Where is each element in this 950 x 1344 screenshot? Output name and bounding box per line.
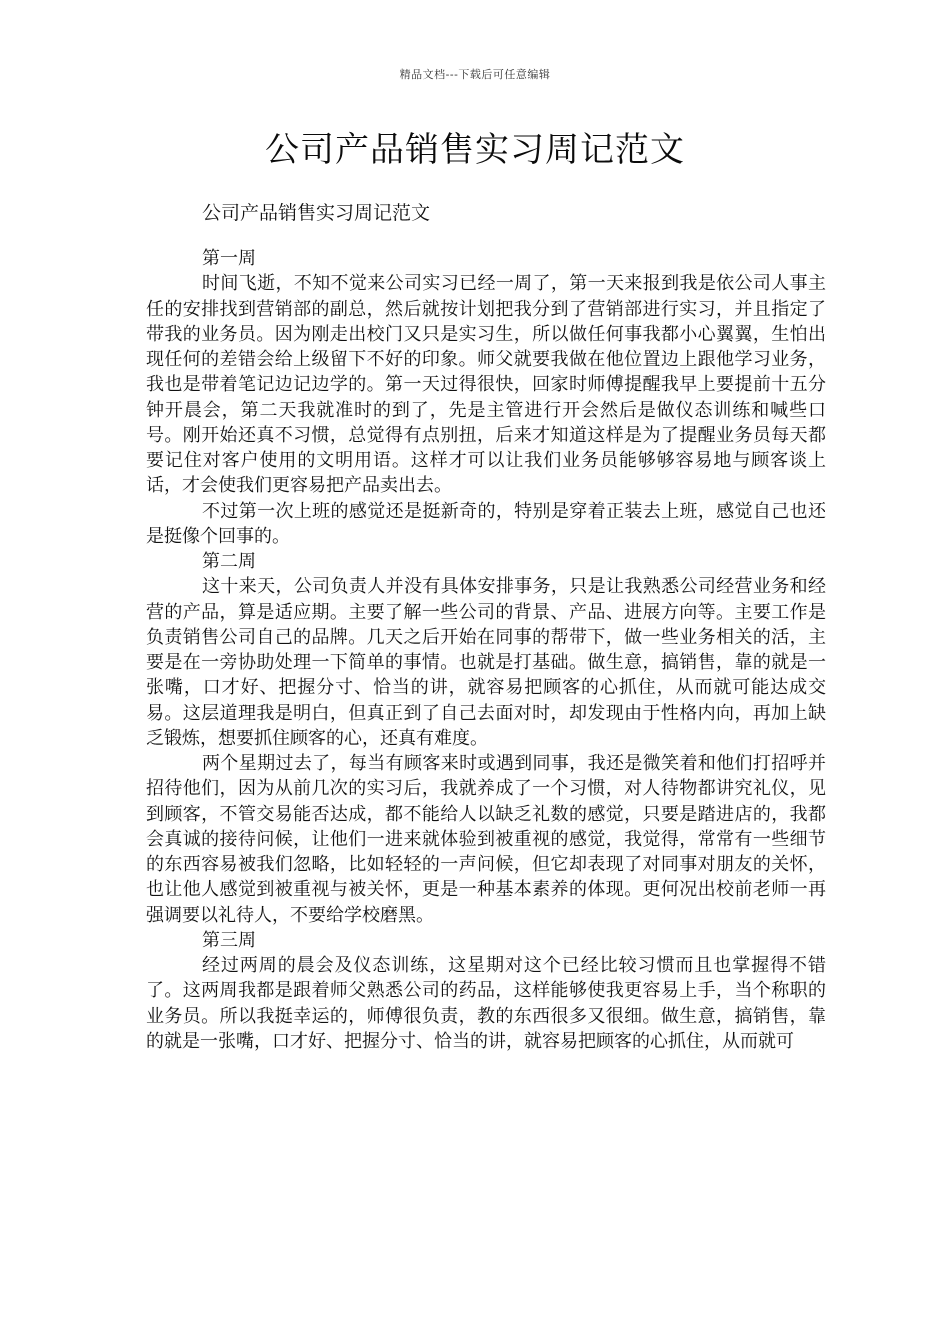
paragraph-week1-1: 时间飞逝，不知不觉来公司实习已经一周了，第一天来报到我是依公司人事主任的安排找到营销部的副总，然后就按计划把我分到了营销部进行实习，并且指定了带我的业务员。因为刚走出校门又只是实习生，所以做任何事我都小心翼翼，生怕出现任何的差错会给上级留下不好的印象。师父就要我做在他位置边上跟他学习业务，我也是带着笔记边记边学的。第一天过得很快，回家时师傅提醒我早上要提前十五分钟开晨会，第二天我就准时的到了，先是主管进行开会然后是做仪态训练和喊些口号。刚开始还真不习惯，总觉得有点别扭，后来才知道这样是为了提醒业务员每天都要记住对客户使用的文明用语。这样才可以让我们业务员能够够容易地与顾客谈上话，才会使我们更容易把产品卖出去。 bbox=[146, 273, 826, 497]
paragraph-week1-2: 不过第一次上班的感觉还是挺新奇的，特别是穿着正装去上班，感觉自己也还是挺像个回事的。 bbox=[146, 500, 826, 547]
header-note: 精品文档---下载后可任意编辑 bbox=[399, 68, 551, 81]
paragraph-week2-2: 两个星期过去了，每当有顾客来时或遇到同事，我还是微笑着和他们打招呼并招待他们，因为从前几次的实习后，我就养成了一个习惯，对人待物都讲究礼仪，见到顾客，不管交易能否达成，都不能给人以缺乏礼数的感觉，只要是踏进店的，我都会真诚的接待问候，让他们一进来就体验到被重视的感觉，我觉得，常常有一些细节的东西容易被我们忽略，比如轻轻的一声问候，但它却表现了对同事对朋友的关怀，也让他人感觉到被重视与被关怀，更是一种基本素养的体现。更何况出校前老师一再强调要以礼待人，不要给学校磨黑。 bbox=[146, 753, 826, 926]
paragraph-week3-1: 经过两周的晨会及仪态训练，这星期对这个已经比较习惯而且也掌握得不错了。这两周我都是跟着师父熟悉公司的药品，这样能够使我更容易上手，当个称职的业务员。所以我挺幸运的，师傅很负责，教的东西很多又很细。做生意，搞销售，靠的就是一张嘴，口才好、把握分寸、恰当的讲，就容易把顾客的心抓住，从而就可 bbox=[146, 955, 826, 1052]
week-heading-2: 第二周 bbox=[202, 551, 256, 572]
week-heading-1: 第一周 bbox=[202, 248, 256, 269]
document-title: 公司产品销售实习周记范文 bbox=[265, 130, 685, 170]
week-heading-3: 第三周 bbox=[202, 929, 256, 951]
document-subtitle: 公司产品销售实习周记范文 bbox=[202, 202, 431, 224]
document-body bbox=[146, 246, 826, 1054]
paragraph-week2-1: 这十来天，公司负责人并没有具体安排事务，只是让我熟悉公司经营业务和经营的产品，算是适应期。主要了解一些公司的背景、产品、进展方向等。主要工作是负责销售公司自己的品牌。几天之后开始在同事的帮带下，做一些业务相关的活，主要是在一旁协助处理一下简单的事情。也就是打基础。做生意，搞销售，靠的就是一张嘴，口才好、把握分寸、恰当的讲，就容易把顾客的心抓住，从而就可能达成交易。这层道理我是明白，但真正到了自己去面对时，却发现由于性格内向，再加上缺乏锻炼，想要抓住顾客的心，还真有难度。 bbox=[146, 576, 826, 749]
